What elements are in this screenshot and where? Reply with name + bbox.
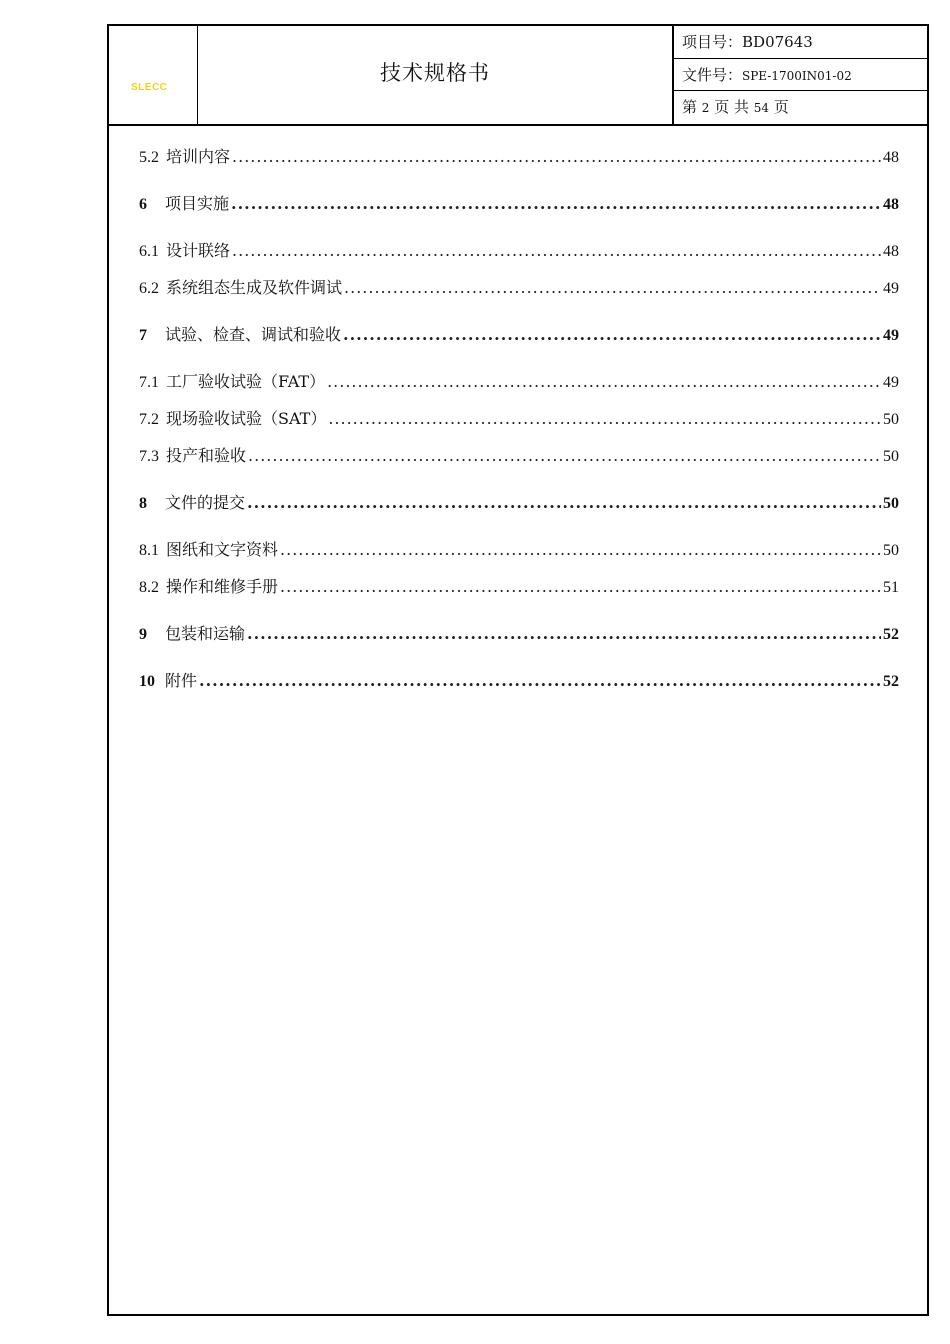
toc-entry-page: 49 [883,327,899,344]
document-meta [674,26,927,124]
toc-entry-label [139,275,342,298]
toc-entry-title: 项目实施 [165,194,230,213]
toc-leader-dots [344,278,881,297]
toc-leader-dots [328,409,881,428]
toc-entry-page: 49 [883,280,899,297]
toc-entry[interactable] [139,369,899,392]
toc-entry-title: 投产和验收 [166,446,247,465]
toc-entry-page: 50 [883,448,899,465]
toc-entry-page: 50 [883,411,899,428]
toc-entry-title: 工厂验收试验（FAT） [166,372,326,391]
toc-entry-label [139,238,230,261]
toc-entry-title: 图纸和文字资料 [166,540,279,559]
file-number-label: 文件号： [682,66,743,84]
toc-entry-title: 包装和运输 [165,624,246,643]
page-prefix: 第 [682,98,698,116]
toc-leader-dots [199,671,881,690]
toc-entry-label [139,537,278,560]
project-number-row [674,26,927,59]
toc-entry-page: 49 [883,374,899,391]
toc-entry[interactable] [139,406,899,429]
toc-entry-label [139,443,246,466]
page-number-row [674,92,927,124]
project-number: BD07643 [742,33,813,51]
toc-entry-label [139,322,341,345]
toc-entry-title: 试验、检查、调试和验收 [165,325,342,344]
page-mid: 页 共 [714,98,749,116]
toc-entry-number: 8 [139,495,147,512]
toc-leader-dots [343,325,881,344]
toc-entry[interactable] [139,144,899,167]
toc-entry-number: 5.2 [139,149,159,166]
toc-entry-number: 6.2 [139,280,159,297]
toc-entry-page: 52 [883,626,899,643]
toc-entry[interactable] [139,443,899,466]
toc-entry-page: 52 [883,673,899,690]
toc-leader-dots [247,624,881,643]
toc-entry-title: 现场验收试验（SAT） [166,409,327,428]
toc-entry-label [139,144,230,167]
toc-entry-title: 附件 [165,671,198,690]
toc-entry-page: 51 [883,579,899,596]
title-cell [198,26,674,124]
toc-leader-dots [248,446,881,465]
page-current: 2 [701,101,710,115]
toc-entry[interactable] [139,322,899,345]
toc-entry-number: 9 [139,626,147,643]
file-number: SPE-1700IN01-02 [742,69,852,83]
toc-entry[interactable] [139,537,899,560]
toc-entry-title: 系统组态生成及软件调试 [166,278,343,297]
toc-entry-label [139,191,229,214]
toc-entry[interactable] [139,238,899,261]
toc-leader-dots [327,372,881,391]
toc-leader-dots [232,241,881,260]
toc-entry[interactable] [139,621,899,644]
toc-entry-number: 7.2 [139,411,159,428]
toc-entry-page: 48 [883,243,899,260]
toc-entry-page: 48 [883,196,899,213]
toc-entry[interactable] [139,490,899,513]
toc-entry-number: 8.1 [139,542,159,559]
toc-entry-number: 7.3 [139,448,159,465]
toc-entry-label [139,369,325,392]
toc-entry-label [139,574,278,597]
toc-entry-page: 50 [883,542,899,559]
company-logo: SLECC [131,82,168,93]
toc-entry-title: 设计联络 [166,241,231,260]
toc-entry-label [139,490,245,513]
toc-entry-page: 50 [883,495,899,512]
toc-entry-title: 培训内容 [166,147,231,166]
toc-leader-dots [232,147,881,166]
toc-entry-number: 6.1 [139,243,159,260]
toc-entry-label [139,621,245,644]
toc-entry-number: 7 [139,327,147,344]
toc-entry[interactable] [139,191,899,214]
toc-entry-number: 8.2 [139,579,159,596]
toc-entry-label [139,406,326,429]
toc-entry[interactable] [139,275,899,298]
toc-leader-dots [247,493,881,512]
page-frame [107,24,929,1316]
toc-entry-page: 48 [883,149,899,166]
toc-entry-number: 10 [139,673,155,690]
toc-entry[interactable] [139,574,899,597]
toc-entry-label [139,668,197,691]
page-total: 54 [753,101,770,115]
toc-entry-title: 操作和维修手册 [166,577,279,596]
file-number-row [674,60,927,91]
toc-entry-number: 7.1 [139,374,159,391]
toc-entry-number: 6 [139,196,147,213]
page-suffix: 页 [773,98,789,116]
toc-leader-dots [280,540,881,559]
document-header [109,26,927,126]
toc-leader-dots [231,194,881,213]
toc-entry[interactable] [139,668,899,691]
toc-leader-dots [280,577,881,596]
document-title: 技术规格书 [380,61,490,85]
logo-cell [109,26,198,124]
project-number-label: 项目号： [682,33,743,51]
toc-entry-title: 文件的提交 [165,493,246,512]
